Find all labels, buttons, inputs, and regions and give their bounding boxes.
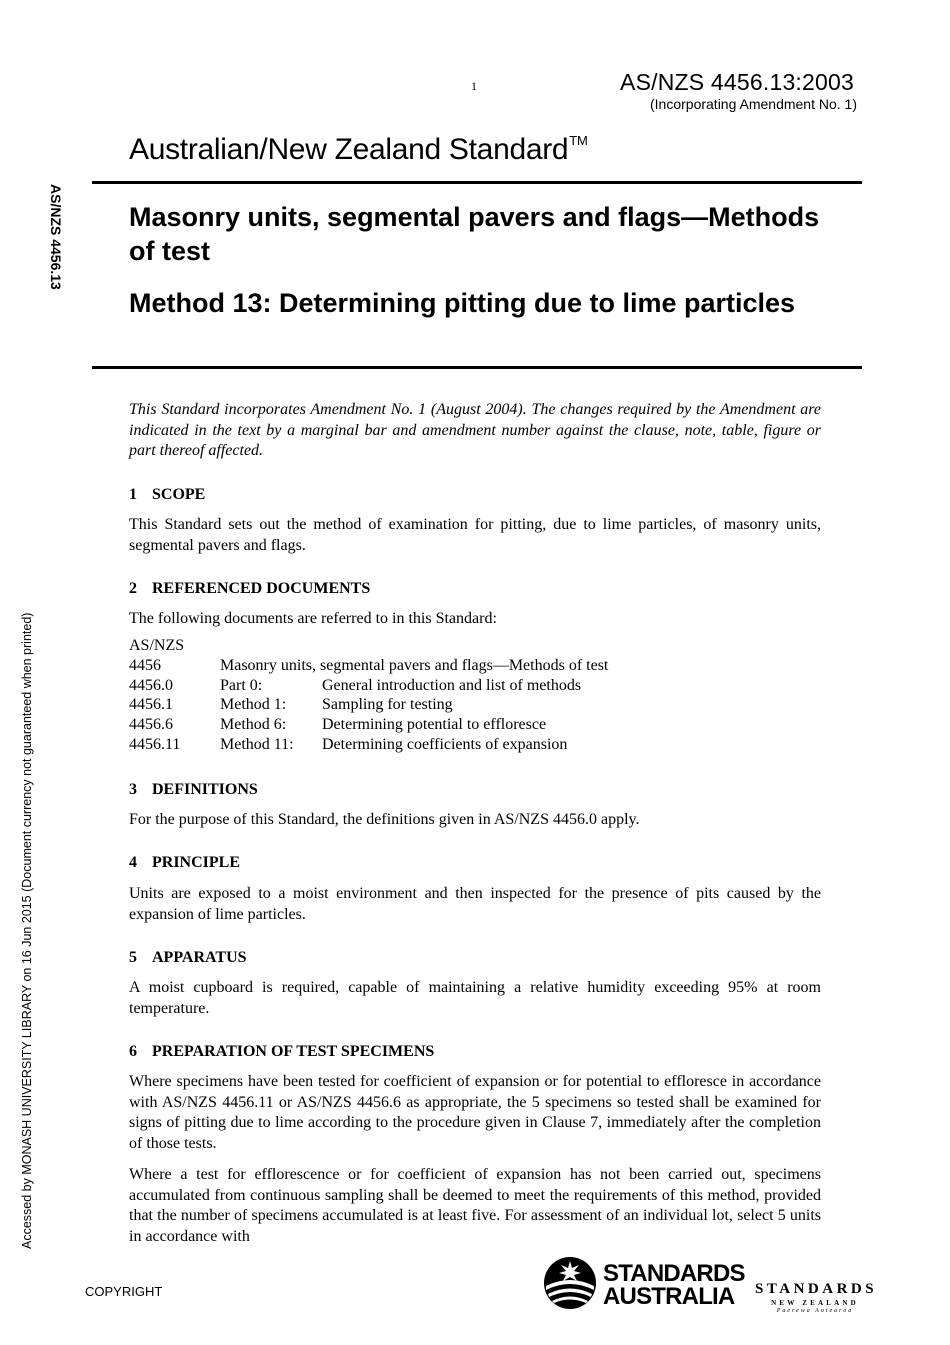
standard-type-label: Australian/New Zealand Standard <box>129 133 569 166</box>
ref-code: 4456.1 <box>129 696 173 714</box>
logo-nz-line2: NEW ZEALAND <box>771 1299 859 1307</box>
section-title: APPARATUS <box>152 949 247 966</box>
amendment-note: (Incorporating Amendment No. 1) <box>650 96 857 112</box>
section-number: 5 <box>129 949 137 966</box>
document-title: Masonry units, segmental pavers and flags—Methods of test <box>129 202 820 266</box>
ref-desc: Determining coefficients of expansion <box>322 735 568 753</box>
section-title: SCOPE <box>152 486 206 503</box>
ref-code: 4456.0 <box>129 676 173 694</box>
section-text: Where specimens have been tested for coefficient of expansion or for potential to effloresce in accordance with AS/NZS 4456.11 or AS/NZS 4456.6 as appropriate, the 5 specimens so tested shall be examined for signs of pitting due to lime according to the procedure given in Clause 7, immediately after the completion of those tests. <box>129 1073 821 1152</box>
ref-title: Masonry units, segmental pavers and flags—Methods of test <box>220 656 609 674</box>
method-title: Method 13: Determining pitting due to lime particles <box>129 288 796 318</box>
section-number: 1 <box>129 486 137 503</box>
section-heading <box>129 949 247 967</box>
standard-number: AS/NZS 4456.13:2003 <box>620 69 854 95</box>
ref-part: Part 0: <box>220 676 263 694</box>
section-title: DEFINITIONS <box>152 781 258 798</box>
table-row <box>129 677 608 697</box>
logo-sa-line1: STANDARDS <box>603 1260 745 1287</box>
ref-series: AS/NZS <box>129 637 185 654</box>
title-rule-bottom <box>92 366 862 369</box>
section-text: The following documents are referred to in this Standard: <box>129 610 497 627</box>
trademark: TM <box>569 133 588 148</box>
section-title: PRINCIPLE <box>152 854 241 871</box>
copyright-label: COPYRIGHT <box>85 1284 163 1299</box>
referenced-documents-table <box>129 637 608 756</box>
logo-nz-line1: STANDARDS <box>755 1281 878 1297</box>
section-heading <box>129 854 240 872</box>
table-row <box>129 736 608 756</box>
page-number: 1 <box>471 79 477 93</box>
ref-code: 4456.6 <box>129 716 173 734</box>
ref-desc: General introduction and list of methods <box>322 676 582 694</box>
section-number: 4 <box>129 854 137 871</box>
amendment-intro: This Standard incorporates Amendment No. 1 (August 2004). The changes required by the Amendment are indicated in the text by a marginal bar and amendment number against the clause, note, table, figure or part thereof affected. <box>129 401 821 460</box>
section-text: For the purpose of this Standard, the definitions given in AS/NZS 4456.0 apply. <box>129 811 640 828</box>
section-title: REFERENCED DOCUMENTS <box>152 580 371 597</box>
section-heading <box>129 781 258 799</box>
side-standard-code-text: AS/NZS 4456.13 <box>48 184 64 290</box>
section-title: PREPARATION OF TEST SPECIMENS <box>152 1043 435 1060</box>
section-text: Units are exposed to a moist environment and then inspected for the presence of pits caused by the expansion of lime particles. <box>129 885 821 923</box>
ref-code: 4456.11 <box>129 735 181 753</box>
ref-part: Method 11: <box>220 735 294 753</box>
side-standard-code <box>46 184 66 304</box>
title-rule-top <box>92 181 862 184</box>
section-text: This Standard sets out the method of examination for pitting, due to lime particles, of masonry units, segmental pavers and flags. <box>129 516 821 554</box>
section-heading <box>129 1043 434 1061</box>
ref-desc: Sampling for testing <box>322 696 453 714</box>
standards-australia-logo <box>543 1256 743 1316</box>
access-note: Accessed by MONASH UNIVERSITY LIBRARY on 16 Jun 2015 (Document currency not guaranteed when printed) <box>20 612 34 1249</box>
section-number: 6 <box>129 1043 137 1060</box>
section-text-continued: Where a test for efflorescence or for coefficient of expansion has not been carried out, specimens accumulated from continuous sampling shall be deemed to meet the requirements of this method, provided that the number of specimens accumulated is at least five. For assessment of an individual lot, select 5 units in accordance with <box>129 1166 821 1245</box>
standard-type <box>129 133 587 167</box>
logo-nz-line3: Paerewa Aotearoa <box>776 1308 854 1314</box>
table-row <box>129 716 608 736</box>
ref-code: 4456 <box>129 656 161 674</box>
section-number: 3 <box>129 781 137 798</box>
table-row <box>129 637 608 657</box>
table-row <box>129 696 608 716</box>
section-text: A moist cupboard is required, capable of maintaining a relative humidity exceeding 95% at room temperature. <box>129 979 821 1017</box>
section-heading <box>129 580 370 598</box>
ref-part: Method 6: <box>220 716 287 734</box>
ref-desc: Determining potential to effloresce <box>322 716 547 734</box>
standards-australia-emblem-icon <box>543 1256 597 1310</box>
standards-new-zealand-logo <box>755 1281 878 1321</box>
section-number: 2 <box>129 580 137 597</box>
table-row <box>129 657 608 677</box>
logo-sa-line2: AUSTRALIA <box>603 1283 735 1310</box>
section-heading <box>129 486 205 504</box>
ref-part: Method 1: <box>220 696 287 714</box>
